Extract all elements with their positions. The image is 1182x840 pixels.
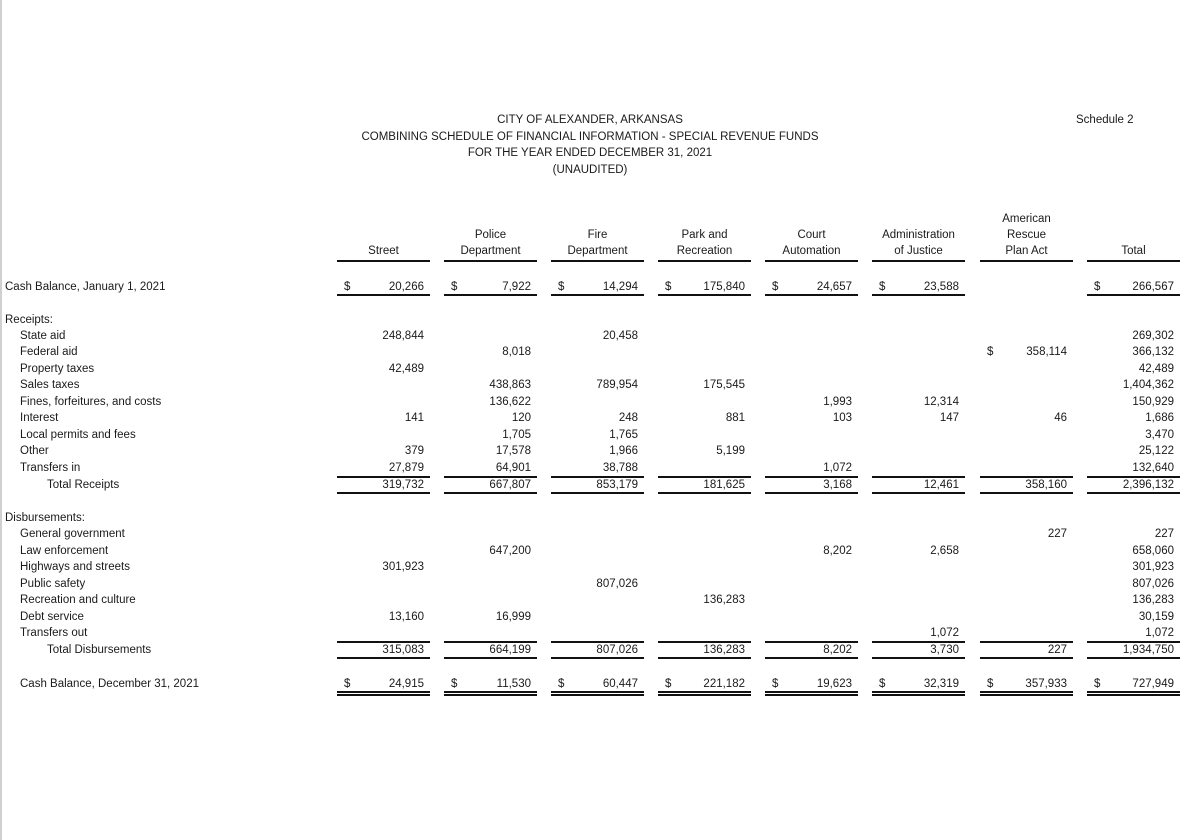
double-underline	[444, 691, 537, 696]
row-label: Local permits and fees	[20, 429, 136, 441]
double-underline	[872, 691, 965, 696]
subtotal-overline	[658, 641, 751, 643]
currency-symbol: $	[451, 281, 458, 293]
balance-underline	[765, 294, 858, 296]
cell-value: 136,283	[703, 644, 745, 656]
cell-value: 136,622	[489, 396, 531, 408]
currency-symbol: $	[451, 678, 458, 690]
subtotal-underline	[551, 492, 644, 494]
double-underline	[658, 691, 751, 696]
subtotal-overline	[765, 641, 858, 643]
cell-value: 3,470	[1145, 429, 1174, 441]
cell-value: 32,319	[923, 678, 959, 690]
cell-value: 8,018	[502, 346, 531, 358]
cell-value: 46	[1054, 412, 1067, 424]
cell-value: 269,302	[1132, 330, 1174, 342]
currency-symbol: $	[344, 678, 351, 690]
double-underline	[1087, 691, 1180, 696]
currency-symbol: $	[772, 678, 779, 690]
row-label: Recreation and culture	[20, 594, 136, 606]
column-header	[658, 227, 751, 259]
cell-value: 1,072	[823, 462, 852, 474]
column-header-line: Street	[368, 245, 399, 257]
column-header-line: Police	[474, 229, 507, 241]
row-label: Fines, forfeitures, and costs	[20, 396, 162, 408]
column-header-underline	[658, 260, 751, 262]
subtotal-underline	[444, 657, 537, 659]
subtotal-underline	[872, 492, 965, 494]
row-label: Transfers in	[20, 462, 81, 474]
row-label: Federal aid	[20, 346, 78, 358]
subtotal-underline	[658, 657, 751, 659]
cell-value: 60,447	[602, 678, 638, 690]
column-header	[872, 227, 965, 259]
subtotal-overline	[980, 641, 1073, 643]
cell-value: 301,923	[1132, 561, 1174, 573]
cell-value: 141	[404, 412, 424, 424]
column-header	[765, 227, 858, 259]
cell-value: 2,396,132	[1122, 479, 1174, 491]
cell-value: 136,283	[1132, 594, 1174, 606]
cell-value: 807,026	[596, 644, 638, 656]
cell-value: 175,840	[703, 281, 745, 293]
column-header-underline	[980, 260, 1073, 262]
column-header-underline	[444, 260, 537, 262]
double-underline	[980, 691, 1073, 696]
cell-value: 23,588	[923, 281, 959, 293]
cell-value: 1,705	[502, 429, 531, 441]
cell-value: 1,686	[1145, 412, 1174, 424]
currency-symbol: $	[665, 678, 672, 690]
cell-value: 319,732	[382, 479, 424, 491]
cell-value: 5,199	[716, 445, 745, 457]
cell-value: 807,026	[596, 578, 638, 590]
cell-value: 147	[939, 412, 959, 424]
cell-value: 1,404,362	[1122, 379, 1174, 391]
subtotal-overline	[658, 476, 751, 478]
cell-value: 664,199	[489, 644, 531, 656]
row-label: Debt service	[20, 611, 84, 623]
double-underline	[765, 691, 858, 696]
row-label: Public safety	[20, 578, 86, 590]
cell-value: 8,202	[823, 644, 852, 656]
row-label: Law enforcement	[20, 545, 109, 557]
balance-underline	[337, 294, 430, 296]
cell-value: 30,159	[1138, 611, 1174, 623]
section-label: Receipts:	[5, 314, 53, 326]
subtotal-underline	[444, 492, 537, 494]
double-underline	[337, 691, 430, 696]
subtotal-overline	[551, 476, 644, 478]
column-header-line: Recreation	[676, 245, 733, 257]
currency-symbol: $	[1094, 678, 1101, 690]
subtotal-underline	[980, 492, 1073, 494]
row-label: Total Receipts	[47, 479, 120, 491]
cell-value: 27,879	[388, 462, 424, 474]
currency-symbol: $	[879, 281, 886, 293]
title-line: (UNAUDITED)	[552, 164, 628, 176]
cell-value: 379	[404, 445, 424, 457]
column-header-underline	[872, 260, 965, 262]
balance-underline	[551, 294, 644, 296]
column-header-line: of Justice	[894, 245, 943, 257]
subtotal-overline	[1087, 476, 1180, 478]
cell-value: 19,623	[816, 678, 852, 690]
column-header-line: Court	[797, 229, 826, 241]
cell-value: 248	[618, 412, 638, 424]
column-header-underline	[1087, 260, 1180, 262]
cell-value: 42,489	[388, 363, 424, 375]
row-label: Other	[20, 445, 49, 457]
cell-value: 12,314	[923, 396, 959, 408]
column-header-line: Department	[460, 245, 521, 257]
subtotal-overline	[551, 641, 644, 643]
subtotal-overline	[444, 641, 537, 643]
cell-value: 358,160	[1025, 479, 1067, 491]
cell-value: 11,530	[496, 678, 531, 690]
currency-symbol: $	[879, 678, 886, 690]
cell-value: 807,026	[1132, 578, 1174, 590]
cell-value: 16,999	[495, 611, 531, 623]
double-underline	[551, 691, 644, 696]
cell-value: 1,072	[1145, 627, 1174, 639]
cell-value: 1,765	[609, 429, 638, 441]
cell-value: 358,114	[1026, 346, 1067, 358]
cell-value: 315,083	[382, 644, 424, 656]
column-header-line: Plan Act	[1005, 245, 1048, 257]
cell-value: 266,567	[1132, 281, 1174, 293]
cell-value: 1,934,750	[1122, 644, 1174, 656]
cell-value: 64,901	[495, 462, 531, 474]
cell-value: 120	[511, 412, 531, 424]
currency-symbol: $	[558, 678, 565, 690]
cell-value: 7,922	[502, 281, 531, 293]
subtotal-underline	[1087, 657, 1180, 659]
title-line: FOR THE YEAR ENDED DECEMBER 31, 2021	[467, 147, 713, 159]
column-header	[980, 211, 1073, 259]
currency-symbol: $	[665, 281, 672, 293]
row-label: Transfers out	[20, 627, 88, 639]
balance-underline	[658, 294, 751, 296]
row-label: Cash Balance, December 31, 2021	[20, 678, 199, 690]
column-header-line: Fire	[587, 229, 608, 241]
currency-symbol: $	[772, 281, 779, 293]
cell-value: 248,844	[382, 330, 424, 342]
column-header	[337, 243, 430, 259]
column-header	[1087, 243, 1180, 259]
subtotal-overline	[444, 476, 537, 478]
cell-value: 12,461	[923, 479, 959, 491]
cell-value: 1,072	[930, 627, 959, 639]
cell-value: 24,657	[816, 281, 852, 293]
subtotal-overline	[980, 476, 1073, 478]
cell-value: 132,640	[1132, 462, 1174, 474]
cell-value: 366,132	[1132, 346, 1174, 358]
cell-value: 24,915	[388, 678, 424, 690]
cell-value: 13,160	[388, 611, 424, 623]
cell-value: 14,294	[602, 281, 638, 293]
cell-value: 25,122	[1138, 445, 1174, 457]
column-header-underline	[551, 260, 644, 262]
cell-value: 227	[1154, 528, 1174, 540]
row-label: Sales taxes	[20, 379, 80, 391]
row-label: Property taxes	[20, 363, 95, 375]
currency-symbol: $	[987, 678, 994, 690]
subtotal-underline	[337, 492, 430, 494]
row-label: General government	[20, 528, 125, 540]
currency-symbol: $	[558, 281, 565, 293]
balance-underline	[1087, 294, 1180, 296]
cell-value: 20,266	[388, 281, 424, 293]
row-label: Total Disbursements	[47, 644, 152, 656]
cell-value: 647,200	[489, 545, 531, 557]
cell-value: 8,202	[823, 545, 852, 557]
currency-symbol: $	[1094, 281, 1101, 293]
column-header-line: Total	[1121, 245, 1146, 257]
cell-value: 227	[1047, 528, 1067, 540]
balance-underline	[872, 294, 965, 296]
column-header	[551, 227, 644, 259]
subtotal-overline	[872, 476, 965, 478]
cell-value: 2,658	[930, 545, 959, 557]
cell-value: 175,545	[703, 379, 745, 391]
title-line: CITY OF ALEXANDER, ARKANSAS	[497, 114, 683, 126]
column-header-line: Administration	[882, 229, 955, 241]
cell-value: 667,807	[489, 479, 531, 491]
cell-value: 20,458	[602, 330, 638, 342]
cell-value: 227	[1047, 644, 1067, 656]
column-header-underline	[337, 260, 430, 262]
cell-value: 1,966	[609, 445, 638, 457]
currency-symbol: $	[987, 346, 994, 358]
currency-symbol: $	[344, 281, 351, 293]
cell-value: 438,863	[489, 379, 531, 391]
subtotal-underline	[980, 657, 1073, 659]
row-label: Highways and streets	[20, 561, 130, 573]
column-header-line: Rescue	[1007, 229, 1046, 241]
cell-value: 789,954	[596, 379, 638, 391]
cell-value: 181,625	[703, 479, 745, 491]
subtotal-overline	[765, 476, 858, 478]
cell-value: 221,182	[703, 678, 745, 690]
row-label: Interest	[20, 412, 59, 424]
cell-value: 42,489	[1138, 363, 1174, 375]
subtotal-underline	[337, 657, 430, 659]
cell-value: 658,060	[1132, 545, 1174, 557]
column-header-line: Park and	[681, 229, 728, 241]
column-header	[444, 227, 537, 259]
schedule-label: Schedule 2	[1076, 114, 1134, 126]
cell-value: 727,949	[1132, 678, 1174, 690]
subtotal-underline	[765, 657, 858, 659]
subtotal-overline	[1087, 641, 1180, 643]
left-border	[0, 0, 2, 840]
cell-value: 150,929	[1132, 396, 1174, 408]
cell-value: 853,179	[596, 479, 638, 491]
title-line: COMBINING SCHEDULE OF FINANCIAL INFORMATION - SPECIAL REVENUE FUNDS	[361, 131, 819, 143]
cell-value: 1,993	[823, 396, 852, 408]
subtotal-underline	[551, 657, 644, 659]
cell-value: 881	[725, 412, 745, 424]
cell-value: 136,283	[703, 594, 745, 606]
subtotal-overline	[337, 476, 430, 478]
subtotal-underline	[765, 492, 858, 494]
cell-value: 3,730	[930, 644, 959, 656]
column-header-line: Automation	[782, 245, 841, 257]
column-header-line: Department	[567, 245, 628, 257]
cell-value: 17,578	[495, 445, 531, 457]
subtotal-underline	[1087, 492, 1180, 494]
subtotal-underline	[872, 657, 965, 659]
cell-value: 103	[832, 412, 852, 424]
subtotal-overline	[872, 641, 965, 643]
cell-value: 3,168	[823, 479, 852, 491]
column-header-line: American	[1002, 213, 1051, 225]
cell-value: 38,788	[602, 462, 638, 474]
column-header-underline	[765, 260, 858, 262]
balance-underline	[444, 294, 537, 296]
cell-value: 357,933	[1025, 678, 1067, 690]
cell-value: 301,923	[382, 561, 424, 573]
row-label: State aid	[20, 330, 66, 342]
subtotal-overline	[337, 641, 430, 643]
section-label: Disbursements:	[5, 512, 85, 524]
row-label: Cash Balance, January 1, 2021	[5, 281, 166, 293]
subtotal-underline	[658, 492, 751, 494]
